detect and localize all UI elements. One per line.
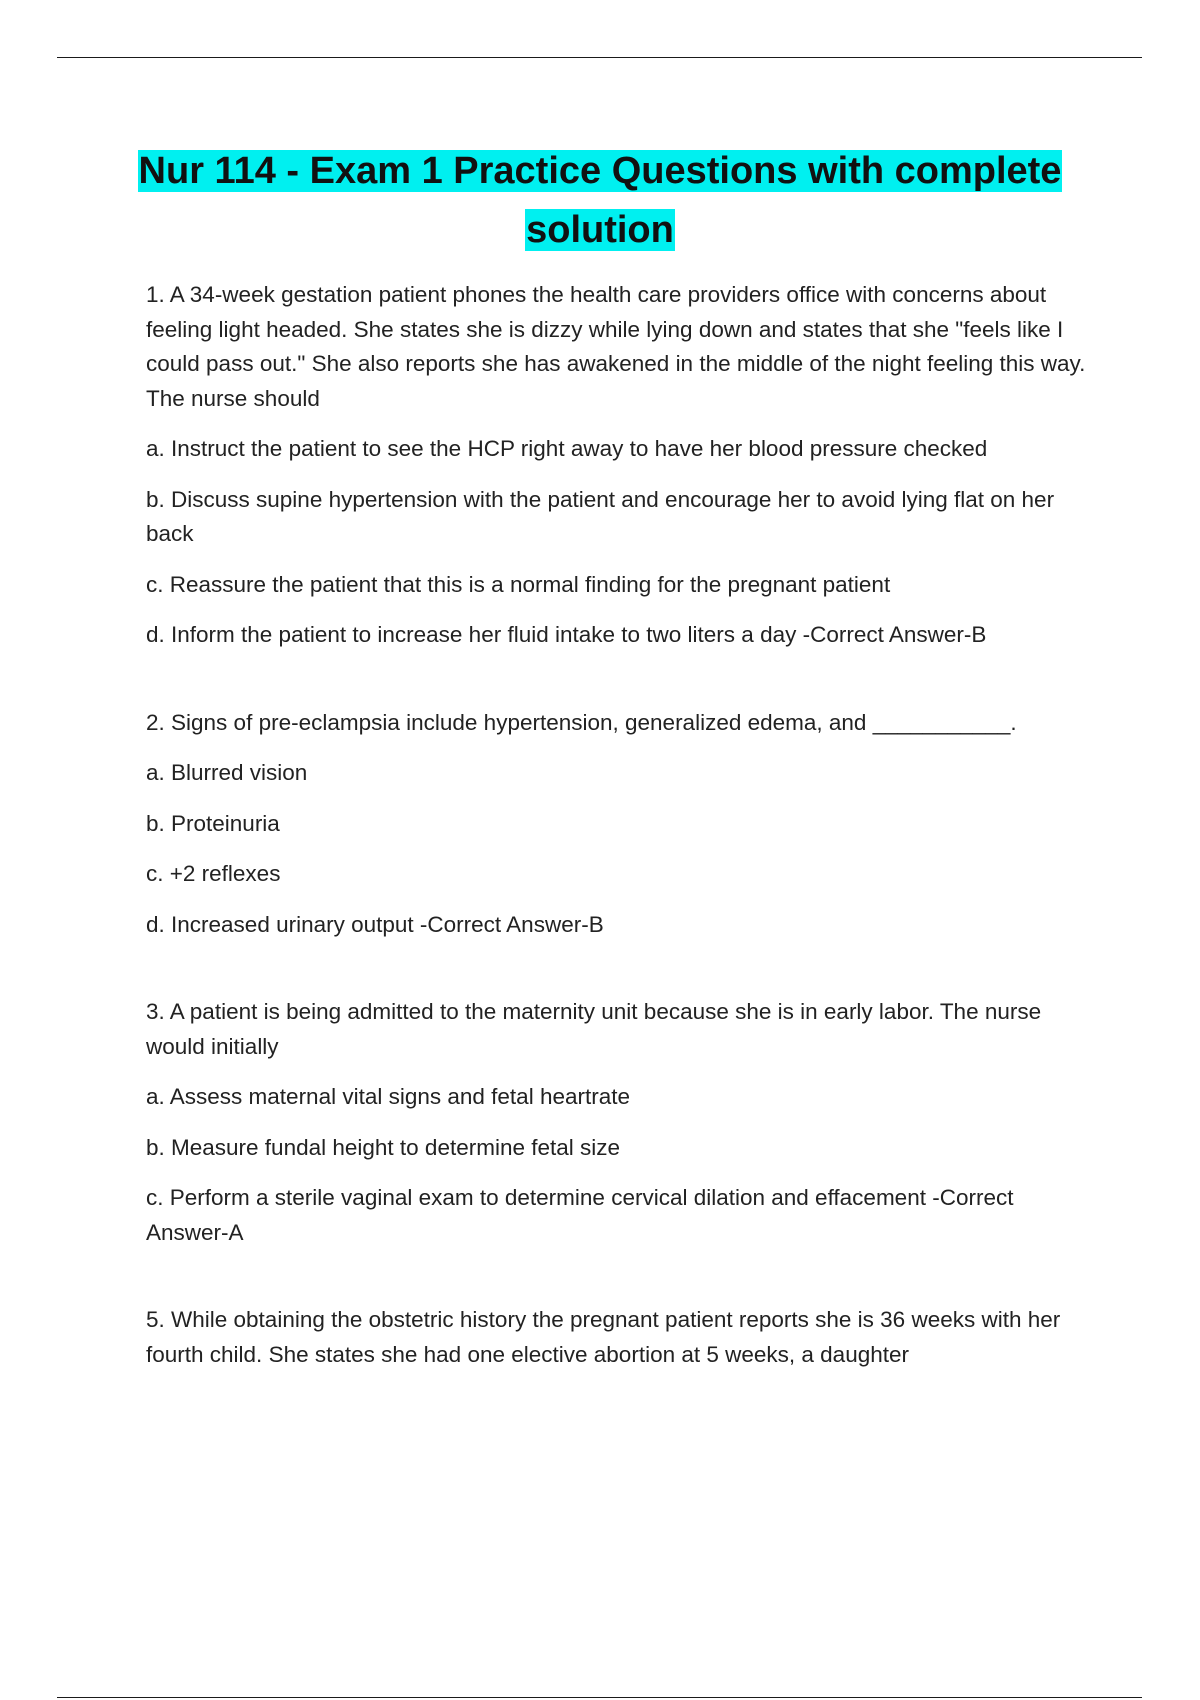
answer-option: c. +2 reflexes bbox=[146, 861, 281, 886]
question-stem: 1. A 34-week gestation patient phones the health care providers office with concerns about feeling light headed. She states she is dizzy while lying down and states that she "feels like I could pass out." She also reports she has awakened in the middle of the night feeling this way. The nurse should bbox=[146, 282, 1086, 411]
document-title-text: Nur 114 - Exam 1 Practice Questions with complete solution bbox=[138, 150, 1062, 251]
question-2 bbox=[146, 706, 1086, 943]
bottom-rule bbox=[57, 1697, 1142, 1698]
answer-option: c. Reassure the patient that this is a normal finding for the pregnant patient bbox=[146, 571, 891, 597]
document-title bbox=[100, 142, 1100, 260]
answer-option: c. Perform a sterile vaginal exam to determine cervical dilation and effacement -Correct Answer-A bbox=[146, 1185, 1014, 1245]
answer-option: a. Blurred vision bbox=[146, 760, 308, 785]
question-list bbox=[146, 278, 1086, 1388]
question-5 bbox=[146, 1303, 1086, 1372]
question-1 bbox=[146, 278, 1086, 653]
answer-option: a. Assess maternal vital signs and fetal heartrate bbox=[146, 1084, 631, 1109]
question-3 bbox=[146, 995, 1086, 1250]
answer-option: a. Instruct the patient to see the HCP right away to have her blood pressure checked bbox=[146, 436, 988, 461]
answer-option: b. Discuss supine hypertension with the patient and encourage her to avoid lying flat on her back bbox=[146, 486, 1055, 546]
answer-option: d. Inform the patient to increase her fluid intake to two liters a day -Correct Answer-B bbox=[146, 622, 987, 647]
question-stem: 5. While obtaining the obstetric history the pregnant patient reports she is 36 weeks with her fourth child. She states she had one elective abortion at 5 weeks, a daughter bbox=[146, 1307, 1061, 1367]
answer-option: d. Increased urinary output -Correct Answer-B bbox=[146, 911, 604, 937]
question-stem: 3. A patient is being admitted to the maternity unit because she is in early labor. The nurse would initially bbox=[146, 999, 1042, 1059]
answer-option: b. Measure fundal height to determine fetal size bbox=[146, 1134, 621, 1160]
question-stem: 2. Signs of pre-eclampsia include hypertension, generalized edema, and ___________. bbox=[146, 709, 1017, 735]
top-rule bbox=[57, 57, 1142, 58]
answer-option: b. Proteinuria bbox=[146, 810, 280, 836]
